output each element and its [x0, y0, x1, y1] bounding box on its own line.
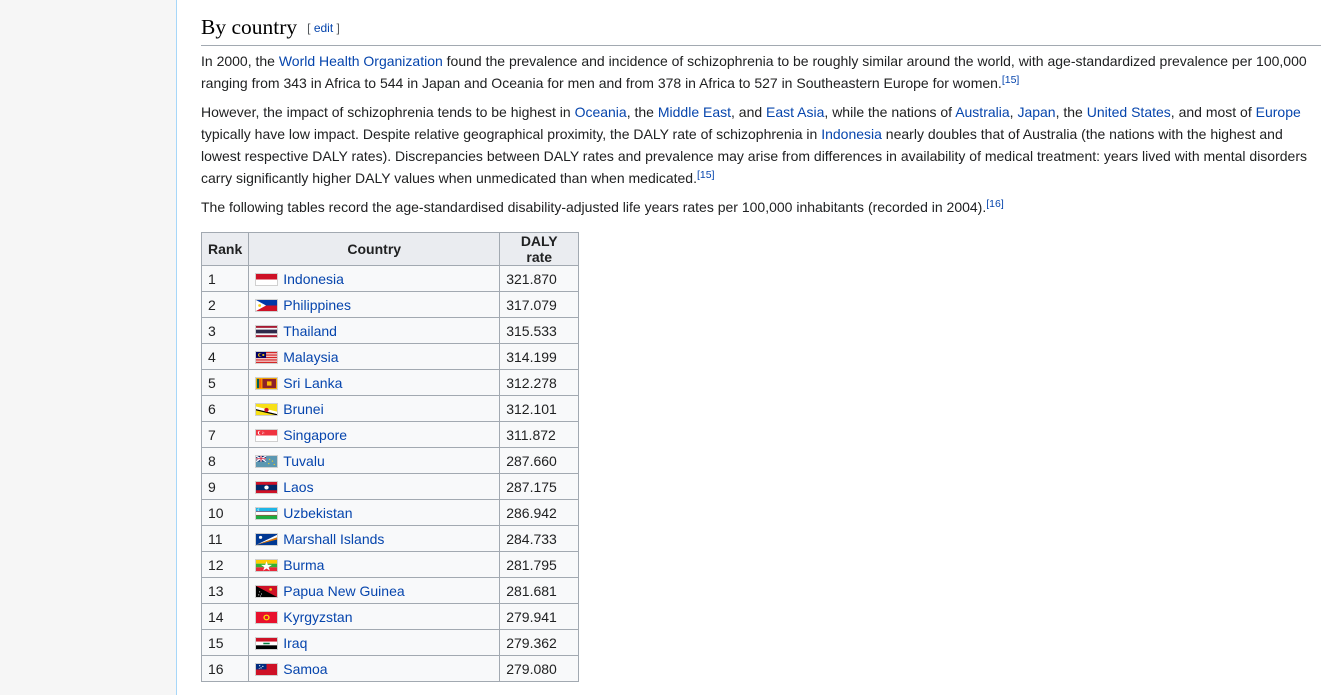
sri-lanka-flag-icon[interactable]	[255, 377, 278, 390]
country-link[interactable]: Kyrgyzstan	[283, 608, 353, 625]
table-row	[202, 526, 579, 552]
daly-rate-cell: 281.681	[500, 578, 579, 604]
main-content	[176, 0, 1343, 695]
citation-15[interactable]: [15]	[696, 169, 715, 181]
country-cell	[249, 318, 500, 344]
rank-cell: 4	[202, 344, 249, 370]
rank-cell: 10	[202, 500, 249, 526]
daly-rate-cell: 281.795	[500, 552, 579, 578]
link-japan[interactable]: Japan	[1017, 104, 1056, 120]
country-cell	[249, 266, 500, 292]
table-row	[202, 318, 579, 344]
country-link[interactable]: Sri Lanka	[283, 374, 343, 391]
country-link[interactable]: Philippines	[283, 296, 351, 313]
table-row	[202, 552, 579, 578]
daly-rate-cell: 279.080	[500, 656, 579, 682]
paragraph-who-prevalence: In 2000, the World Health Organization found the prevalence and incidence of schizophrenia to be roughly similar around the world, with age-standardized prevalence per 100,000 ranging from 343 in Africa to 544 in Japan and Oceania for men and from 378 in Africa to 527 in Southeastern Europe for women.[15]	[201, 53, 1307, 91]
country-link[interactable]: Marshall Islands	[283, 530, 385, 547]
daly-rate-cell: 312.278	[500, 370, 579, 396]
country-cell	[249, 448, 500, 474]
country-cell	[249, 292, 500, 318]
table-row	[202, 422, 579, 448]
rank-cell: 7	[202, 422, 249, 448]
malaysia-flag-icon[interactable]	[255, 351, 278, 364]
iraq-flag-icon[interactable]	[255, 637, 278, 650]
link-australia[interactable]: Australia	[955, 104, 1010, 120]
rank-cell: 14	[202, 604, 249, 630]
link-middle-east[interactable]: Middle East	[657, 104, 732, 120]
table-row	[202, 396, 579, 422]
uzbekistan-flag-icon[interactable]	[255, 507, 278, 520]
country-cell	[249, 656, 500, 682]
column-header-rank[interactable]: Rank	[202, 233, 249, 266]
country-cell	[249, 630, 500, 656]
link-united-states[interactable]: United States	[1086, 104, 1171, 120]
country-link[interactable]: Laos	[283, 478, 314, 495]
country-link[interactable]: Iraq	[283, 634, 308, 651]
paragraph-tables-intro: The following tables record the age-standardised disability-adjusted life years rates per 100,000 inhabitants (recorded in 2004).[16]	[201, 198, 1004, 215]
table-row	[202, 578, 579, 604]
country-link[interactable]: Tuvalu	[283, 452, 325, 469]
table-row	[202, 630, 579, 656]
country-link[interactable]: Malaysia	[283, 348, 339, 365]
country-cell	[249, 396, 500, 422]
edit-section: [ edit ]	[307, 21, 340, 35]
country-link[interactable]: Samoa	[283, 660, 328, 677]
table-row	[202, 474, 579, 500]
table-header-row	[202, 233, 579, 266]
table-row	[202, 656, 579, 682]
edit-link[interactable]: edit	[313, 21, 334, 35]
country-link[interactable]: Uzbekistan	[283, 504, 353, 521]
column-header-country[interactable]: Country	[249, 233, 500, 266]
rank-cell: 6	[202, 396, 249, 422]
citation-15[interactable]: [15]	[1001, 74, 1020, 86]
rank-cell: 1	[202, 266, 249, 292]
rank-cell: 13	[202, 578, 249, 604]
paragraph-impact: However, the impact of schizophrenia tends to be highest in Oceania, the Middle East, and East Asia, while the nations of Australia, Japan, the United States, and most of Europe typically have low impact. Despite relative geographical proximity, the DALY rate of schizophrenia in Indonesia nearly doubles that of Australia (the nations with the highest and lowest respective DALY rates). Discrepancies between DALY rates and prevalence may arise from differences in availability of medical treatment: years lived with mental disorders carry significantly higher DALY values when unmedicated than when medicated.[15]	[201, 104, 1307, 186]
burma-flag-icon[interactable]	[255, 559, 278, 572]
singapore-flag-icon[interactable]	[255, 429, 278, 442]
daly-rate-cell: 317.079	[500, 292, 579, 318]
marshall-islands-flag-icon[interactable]	[255, 533, 278, 546]
daly-rate-cell: 314.199	[500, 344, 579, 370]
country-cell	[249, 422, 500, 448]
left-sidebar	[0, 0, 176, 695]
rank-cell: 3	[202, 318, 249, 344]
section-heading	[201, 12, 1321, 46]
country-cell	[249, 526, 500, 552]
rank-cell: 11	[202, 526, 249, 552]
daly-rate-cell: 284.733	[500, 526, 579, 552]
rank-cell: 5	[202, 370, 249, 396]
papua-new-guinea-flag-icon[interactable]	[255, 585, 278, 598]
table-row	[202, 266, 579, 292]
country-link[interactable]: Papua New Guinea	[283, 582, 405, 599]
citation-16[interactable]: [16]	[986, 198, 1004, 210]
laos-flag-icon[interactable]	[255, 481, 278, 494]
table-row	[202, 604, 579, 630]
country-cell	[249, 578, 500, 604]
table-row	[202, 344, 579, 370]
rank-cell: 2	[202, 292, 249, 318]
link-indonesia[interactable]: Indonesia	[821, 126, 882, 142]
table-row	[202, 370, 579, 396]
table-row	[202, 500, 579, 526]
country-link[interactable]: Brunei	[283, 400, 324, 417]
indonesia-flag-icon[interactable]	[255, 273, 278, 286]
tuvalu-flag-icon[interactable]	[255, 455, 278, 468]
link-world-health-organization[interactable]: World Health Organization	[278, 53, 443, 69]
section-title: By country	[201, 15, 298, 39]
daly-rate-cell: 315.533	[500, 318, 579, 344]
country-cell	[249, 552, 500, 578]
daly-rate-table	[201, 232, 579, 682]
daly-rate-cell: 311.872	[500, 422, 579, 448]
country-cell	[249, 604, 500, 630]
daly-rate-cell: 279.362	[500, 630, 579, 656]
brunei-flag-icon[interactable]	[255, 403, 278, 416]
country-cell	[249, 500, 500, 526]
rank-cell: 12	[202, 552, 249, 578]
column-header-daly-rate[interactable]: DALY rate	[500, 233, 579, 266]
daly-rate-cell: 287.175	[500, 474, 579, 500]
link-east-asia[interactable]: East Asia	[766, 104, 825, 120]
table-row	[202, 292, 579, 318]
rank-cell: 8	[202, 448, 249, 474]
link-oceania[interactable]: Oceania	[574, 104, 627, 120]
rank-cell: 9	[202, 474, 249, 500]
kyrgyzstan-flag-icon[interactable]	[255, 611, 278, 624]
daly-rate-cell: 279.941	[500, 604, 579, 630]
country-link[interactable]: Singapore	[283, 426, 348, 443]
daly-rate-cell: 321.870	[500, 266, 579, 292]
rank-cell: 16	[202, 656, 249, 682]
country-cell	[249, 344, 500, 370]
philippines-flag-icon[interactable]	[255, 299, 278, 312]
country-cell	[249, 474, 500, 500]
table-row	[202, 448, 579, 474]
daly-rate-cell: 287.660	[500, 448, 579, 474]
rank-cell: 15	[202, 630, 249, 656]
thailand-flag-icon[interactable]	[255, 325, 278, 338]
table-body	[202, 266, 579, 682]
country-link[interactable]: Thailand	[283, 322, 337, 339]
country-cell	[249, 370, 500, 396]
country-link[interactable]: Indonesia	[283, 270, 344, 287]
daly-rate-cell: 312.101	[500, 396, 579, 422]
samoa-flag-icon[interactable]	[255, 663, 278, 676]
country-link[interactable]: Burma	[283, 556, 325, 573]
link-europe[interactable]: Europe	[1255, 104, 1301, 120]
daly-rate-cell: 286.942	[500, 500, 579, 526]
